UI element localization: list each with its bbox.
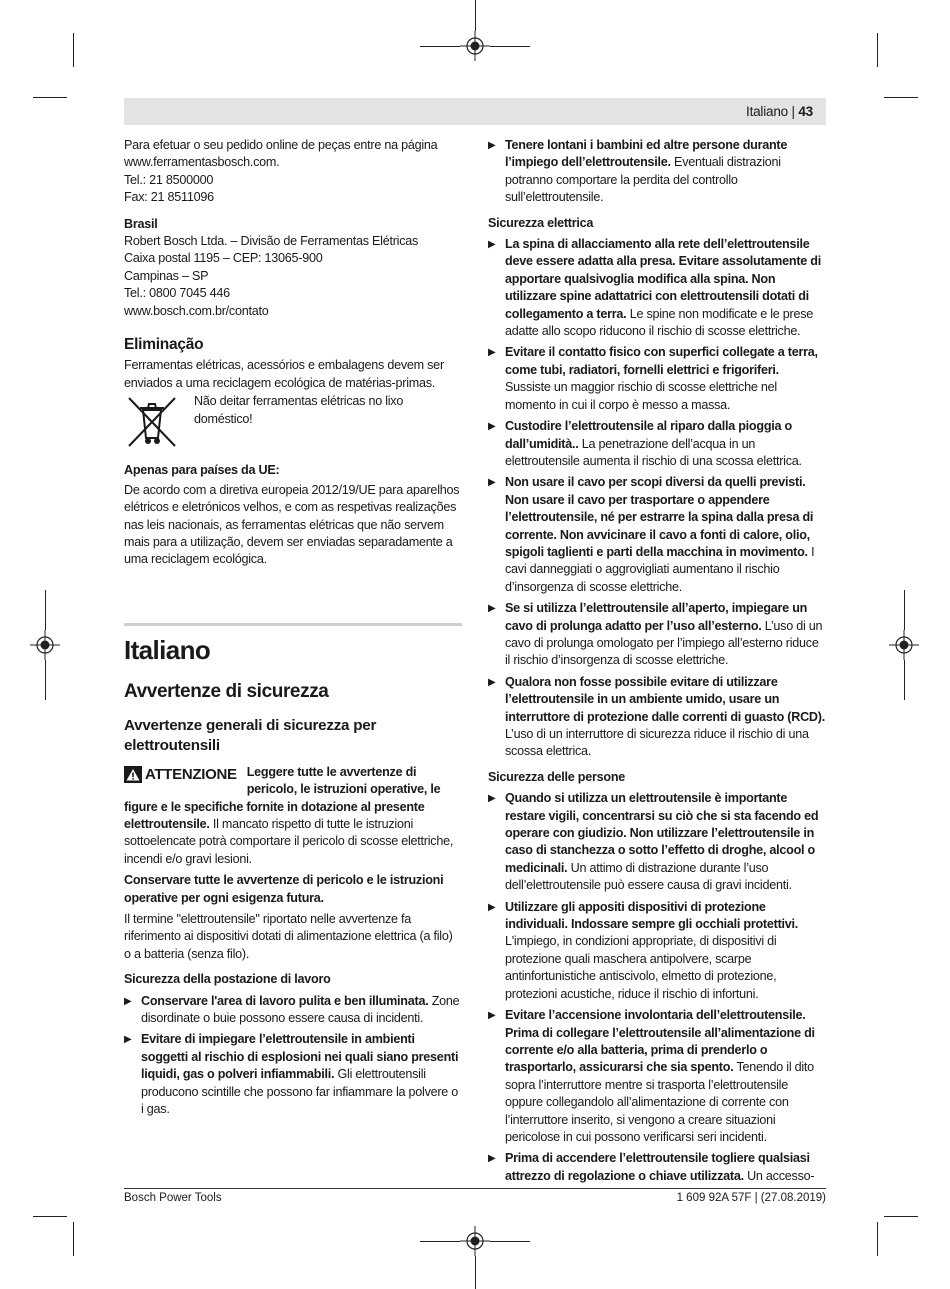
warning-block — [124, 764, 462, 868]
electric-safety-list — [488, 236, 826, 761]
crop-mark-bottom-right-v — [877, 1222, 878, 1256]
list-item — [488, 899, 826, 1003]
safety-section-title: Avvertenze di sicurezza — [124, 680, 329, 702]
list-item — [124, 993, 462, 1028]
warning-label-text: ATTENZIONE — [145, 765, 237, 783]
footer-rule — [124, 1188, 826, 1189]
registration-line-bottom — [475, 1256, 476, 1289]
registration-vline-left-2 — [45, 660, 46, 700]
crop-mark-bottom-left-v — [73, 1222, 74, 1256]
registration-vline-right-2 — [904, 660, 905, 700]
list-item-text: Zone disordinate o buie possono essere causa di incidenti. — [141, 993, 460, 1025]
list-item-bold: Evitare il contatto fisico con superfici collegate a terra, come tubi, radiatori, fornelli elettrici e frigoriferi. — [505, 345, 818, 377]
registration-mark-right-icon — [889, 630, 919, 660]
list-item-text: L’uso di un interruttore di sicurezza riduce il rischio di una scossa elettrica. — [505, 727, 809, 759]
text-line: www.bosch.com.br/contato — [124, 303, 269, 318]
list-item-bold: Quando si utilizza un elettroutensile è importante restare vigili, concentrarsi su ciò che si sta facendo ed operare con giudizio. Non utilizzare l’elettroutensile in caso di stanchezza o sotto l’effetto di droghe, alcool o medicinali. — [505, 791, 819, 875]
list-item-text: La penetrazione dell’acqua in un elettroutensile aumenta il rischio di una scossa elettrica. — [505, 436, 802, 468]
warning-triangle-icon — [124, 766, 142, 783]
list-item-bold: La spina di allacciamento alla rete dell’elettroutensile deve essere adatta alla presa. Evitare assolutamente di apportare qualsivoglia modifica alla spina. Non utilizzare spine adattatrici con elettroutensili dotati di collegamento a terra. — [505, 237, 821, 321]
personal-safety-title: Sicurezza delle persone — [488, 769, 626, 784]
list-item-text: L'impiego, in condizioni appropriate, di dispositivi di protezione quali maschera antipolvere, scarpe antinfortunistiche antiscivolo, elmetto di protezione, protezioni acustiche, riduce il rischio di infortuni. — [505, 934, 777, 1001]
text-line: Robert Bosch Ltda. – Divisão de Ferramentas Elétricas — [124, 234, 419, 249]
registration-hline-bottom — [420, 1241, 460, 1242]
registration-vline-right — [904, 590, 905, 630]
list-item-bold: Custodire l’elettroutensile al riparo dalla pioggia o dall’umidità.. — [505, 419, 792, 451]
list-item-text: I cavi danneggiati o aggrovigliati aumentano il rischio d’insorgenza di scosse elettriche. — [505, 544, 815, 594]
list-item-bold: Utilizzare gli appositi dispositivi di protezione individuali. Indossare sempre gli occhiali protettivi. — [505, 899, 799, 932]
crop-mark-top-right-v — [877, 33, 878, 67]
list-item-bold: Prima di accendere l’elettroutensile togliere qualsiasi attrezzo di regolazione o chiave utilizzata. — [505, 1151, 810, 1183]
list-item-text: Tenendo il dito sopra l’interruttore mentre si trasporta l’elettroutensile oppure collegandolo all’alimentazione di corrente con l’interruttore inserito, si vengono a creare situazioni pericolose in cui possono verificarsi seri incidenti. — [505, 1060, 814, 1144]
page-header-bar — [124, 98, 826, 125]
footer-brand: Bosch Power Tools — [124, 1192, 222, 1204]
crop-mark-bottom-right-h — [884, 1216, 918, 1217]
workplace-list — [124, 993, 462, 1119]
right-column — [488, 137, 826, 1185]
left-column — [124, 137, 462, 1118]
warning-text: Il mancato rispetto di tutte le istruzioni sottoelencate potrà comportare il pericolo di scosse elettriche, incendi e/o gravi lesioni. — [124, 816, 454, 866]
text-line: Para efetuar o seu pedido online de peças entre na página — [124, 138, 438, 152]
text-line: www.ferramentasbosch.com. — [124, 155, 280, 170]
list-item-text: Gli elettroutensili producono scintille che possono far infiammare la polvere o i gas. — [141, 1067, 459, 1117]
brasil-address-block — [124, 233, 462, 320]
registration-mark-bottom-icon — [460, 1226, 490, 1256]
list-item — [124, 1031, 462, 1118]
registration-hline-bottom-2 — [490, 1241, 530, 1242]
crossed-out-bin-icon — [124, 396, 180, 448]
text-line: Tel.: 21 8500000 — [124, 172, 214, 187]
crop-mark-top-right-h — [884, 97, 918, 98]
list-item-bold: Evitare l’accensione involontaria dell’elettroutensile. Prima di collegare l’elettroutensile all’alimentazione di corrente e/o alla batteria, prima di prenderlo o trasportarlo, assicurarsi che sia spento. — [505, 1008, 815, 1075]
crop-mark-bottom-left-h — [33, 1216, 67, 1217]
list-item — [488, 790, 826, 894]
registration-vline-left — [45, 590, 46, 630]
crop-mark-top-left-h — [33, 97, 67, 98]
text-line: Fax: 21 8511096 — [124, 190, 214, 205]
list-item-text: Le spine non modificate e le prese adatte allo scopo riducono il rischio di scosse elettriche. — [505, 306, 814, 339]
footer-doc-id: 1 609 92A 57F | (27.08.2019) — [676, 1192, 826, 1204]
section-rule — [124, 623, 462, 626]
warning-label — [124, 766, 237, 783]
list-item-bold: Tenere lontani i bambini ed altre persone durante l’impiego dell’elettroutensile. — [505, 138, 788, 170]
page-number: 43 — [798, 104, 813, 119]
list-item-bold: Non usare il cavo per scopi diversi da quelli previsti. Non usare il cavo per trasportare o appendere l’elettroutensile, né per estrarre la spina dalla presa di corrente. Non avvicinare il cavo a fonti di calore, olio, spigoli taglienti e parti della macchina in movimento. — [505, 475, 814, 559]
text-line: Tel.: 0800 7045 446 — [124, 286, 230, 301]
header-language: Italiano — [746, 104, 788, 119]
list-item — [488, 418, 826, 470]
list-item-bold: Evitare di impiegare l’elettroutensile in ambienti soggetti al rischio di esplosioni nei quali siano presenti liquidi, gas o polveri infiammabili. — [141, 1032, 459, 1082]
pt-order-block — [124, 137, 462, 207]
brasil-title: Brasil — [124, 216, 158, 231]
registration-hline-top-2 — [490, 46, 530, 47]
registration-mark-top-icon — [460, 31, 490, 61]
list-item — [488, 344, 826, 414]
list-item — [488, 674, 826, 761]
term-definition-text: Il termine "elettroutensile" riportato nelle avvertenze fa riferimento ai dispositivi dotati di alimentazione elettrica (a filo) o a batteria (senza filo). — [124, 911, 453, 961]
list-item-bold: Se si utilizza l’elettroutensile all’aperto, impiegare un cavo di prolunga adatto per l’uso all’esterno. — [505, 601, 808, 633]
registration-hline-top — [420, 46, 460, 47]
list-item-text: L’uso di un cavo di prolunga omologato per l’impiego all’esterno riduce il rischio d’insorgenza di scosse elettriche. — [505, 618, 823, 668]
electric-safety-title: Sicurezza elettrica — [488, 215, 594, 230]
list-item — [488, 137, 826, 207]
elimination-text: Ferramentas elétricas, acessórios e embalagens devem ser enviados a uma reciclagem ecológica de matérias-primas. — [124, 358, 444, 390]
text-line: Campinas – SP — [124, 268, 209, 283]
list-item — [488, 600, 826, 670]
list-item — [488, 474, 826, 596]
list-item — [488, 1150, 826, 1185]
list-item-text: Eventuali distrazioni potranno comportare la perdita del controllo sull’elettroutensile. — [505, 155, 781, 205]
general-warnings-title: Avvertenze generali di sicurezza per elettroutensili — [124, 716, 377, 754]
page-header: Italiano | 43 — [746, 104, 813, 119]
keep-instructions-text: Conservare tutte le avvertenze di pericolo e le istruzioni operative per ogni esigenza futura. — [124, 873, 444, 905]
crop-mark-top-left-v — [73, 33, 74, 67]
registration-mark-left-icon — [30, 630, 60, 660]
personal-safety-list — [488, 790, 826, 1185]
list-item-text: Un attimo di distrazione durante l’uso dell’elettroutensile può essere causa di gravi incidenti. — [505, 860, 792, 893]
text-line: Caixa postal 1195 – CEP: 13065-900 — [124, 251, 323, 266]
warning-bold-text: Leggere tutte le avvertenze di pericolo, le istruzioni operative, le figure e le specifiche fornite in dotazione al presente elettroutensile. — [124, 764, 441, 831]
list-item — [488, 1007, 826, 1146]
list-item-bold: Conservare l'area di lavoro pulita e ben illuminata. — [141, 993, 429, 1008]
eu-title: Apenas para países da UE: — [124, 463, 280, 478]
registration-line-top — [475, 0, 476, 31]
list-item-bold: Qualora non fosse possibile evitare di utilizzare l’elettroutensile in un ambiente umido, usare un interruttore di protezione dalle correnti di guasto (RCD). — [505, 674, 825, 724]
eu-text: De acordo com a diretiva europeia 2012/19/UE para aparelhos elétricos e eletrónicos velhos, e com as respetivas realizações nas leis nacionais, as ferramentas elétricas que não servem mais para a utilização, devem ser enviadas separadamente a uma reciclagem ecológica. — [124, 482, 460, 567]
list-item-text: Un accesso- — [747, 1168, 815, 1183]
list-item-text: Sussiste un maggior rischio di scosse elettriche nel momento in cui il corpo è messo a massa. — [505, 380, 777, 412]
elimination-title: Eliminação — [124, 336, 204, 354]
bin-text: Não deitar ferramentas elétricas no lixo doméstico! — [194, 394, 404, 426]
workplace-title: Sicurezza della postazione di lavoro — [124, 972, 331, 987]
weee-notice — [124, 396, 462, 448]
list-item — [488, 236, 826, 340]
language-title: Italiano — [124, 634, 211, 665]
